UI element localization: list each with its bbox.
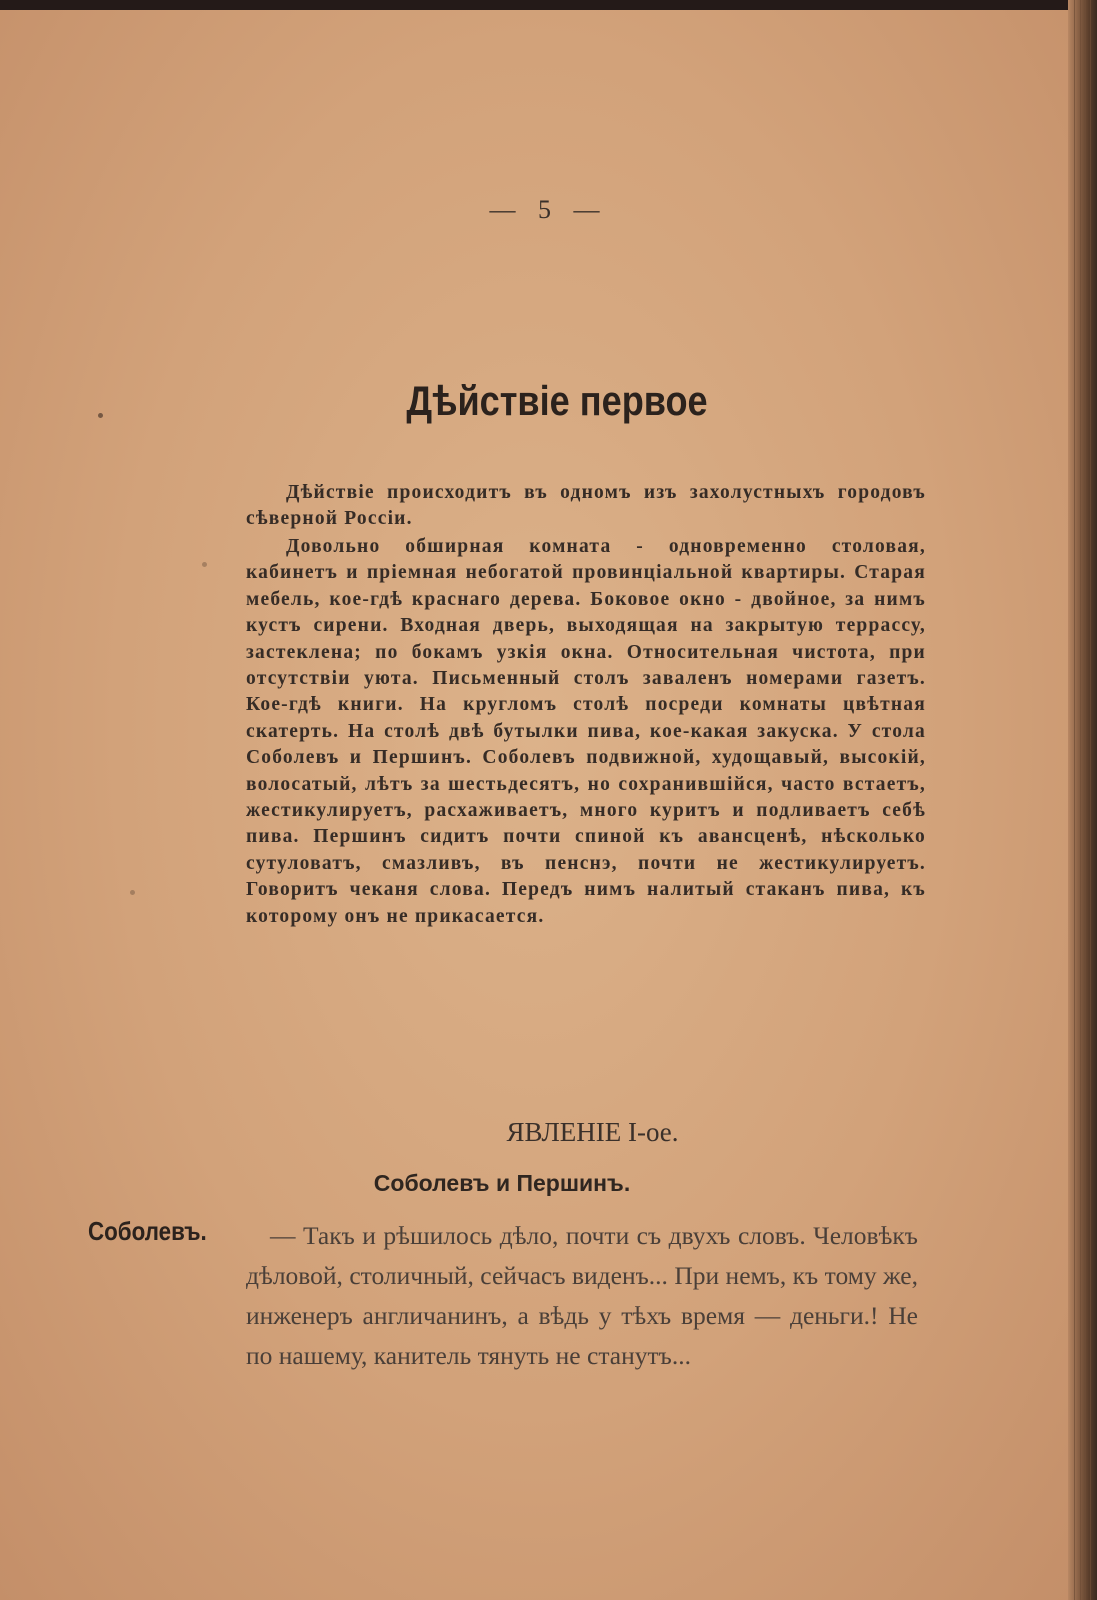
dialogue-text: — Такъ и рѣшилось дѣло, почти съ двухъ словъ. Человѣкъ дѣловой, столичный, сейчасъ виденъ... При немъ, къ тому же, инженеръ англичанинъ, а вѣдь у тѣхъ время — деньги.! Не по нашему, канитель тянуть не станутъ... xyxy=(246,1221,918,1370)
act-title: Дѣйствіе первое xyxy=(406,377,708,424)
book-page xyxy=(0,10,1068,1600)
stage-direction-setting: Дѣйствіе происходитъ въ одномъ изъ захолустныхъ городовъ сѣверной Россіи. xyxy=(246,482,926,530)
paper-speck xyxy=(98,413,103,418)
paper-speck xyxy=(130,890,135,895)
characters-present: Соболевъ и Першинъ. xyxy=(373,1170,631,1196)
paper-speck xyxy=(202,562,207,567)
scene-heading: ЯВЛЕНІЕ I-ое. xyxy=(506,1117,679,1147)
page-number: — 5 — xyxy=(489,195,608,224)
stage-direction-room: Довольно обширная комната - одновременно столовая, кабинетъ и пріемная небогатой провинціальной квартиры. Старая мебель, кое-гдѣ краснаго дерева. Боковое окно - двойное, за нимъ кустъ сирени. Входная дверь, выходящая на закрытую террассу, застеклена; по бокамъ узкія окна. Относительная чистота, при отсутствіи уюта. Письменный столъ заваленъ номерами газетъ. Кое-гдѣ книги. На кругломъ столѣ посреди комнаты цвѣтная скатерть. На столѣ двѣ бутылки пива, кое-какая закуска. У стола Соболевъ и Першинъ. Соболевъ подвижной, худощавый, высокій, волосатый, лѣтъ за шестьдесятъ, но сохранившійся, часто встаетъ, жестикулируетъ, расхаживаетъ, много куритъ и подливаетъ себѣ пива. Першинъ сидитъ почти спиной къ авансценѣ, нѣсколько сутуловатъ, смазливъ, въ пенснэ, почти не жестикулируетъ. Говоритъ чеканя слова. Передъ нимъ налитый стаканъ пива, къ которому онъ не прикасается. xyxy=(246,536,926,927)
speaker-name: Соболевъ. xyxy=(88,1216,207,1246)
book-spine-edge xyxy=(1068,0,1097,1600)
